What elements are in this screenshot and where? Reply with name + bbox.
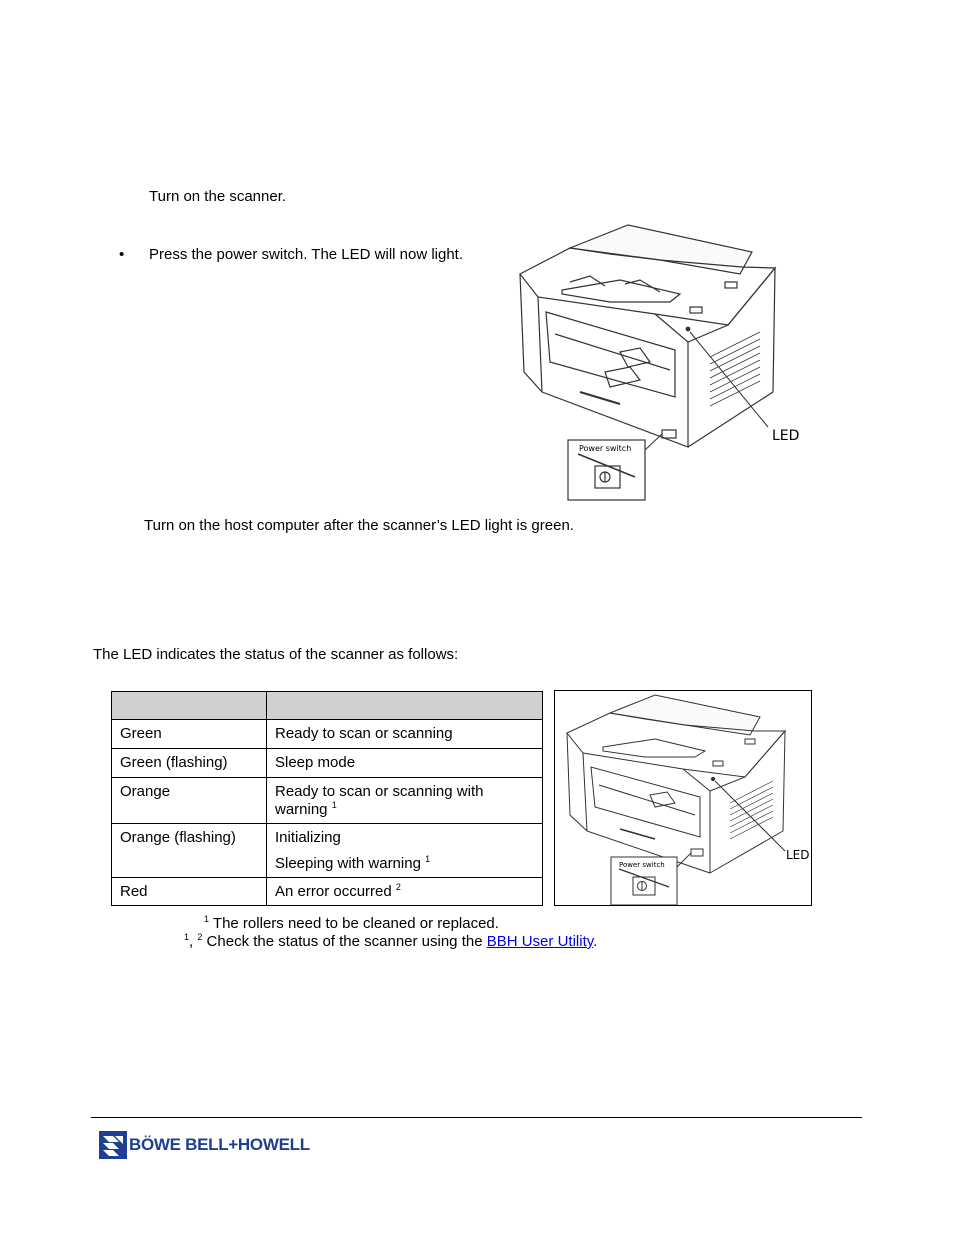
power-switch-label: Power switch [619, 861, 665, 869]
footnote-separator: , [189, 933, 198, 950]
status-cell [267, 824, 543, 878]
scanner-led-figure [554, 690, 812, 906]
bullet-symbol: • [119, 246, 125, 263]
footnote-ref: 1 [331, 800, 337, 810]
led-callout-label: LED [772, 428, 800, 444]
status-text-2: Sleeping with warning [275, 855, 421, 872]
footnote-end: . [593, 933, 598, 950]
table-row [112, 778, 543, 824]
footnote-1 [204, 915, 499, 933]
footnote-ref: 2 [395, 882, 401, 892]
status-text: Ready to scan or scanning with warning [275, 783, 484, 818]
footnote-2 [184, 933, 597, 951]
status-cell: Ready to scan or scanning [267, 720, 543, 749]
table-row [112, 824, 543, 878]
status-cell: Sleep mode [267, 749, 543, 778]
power-switch-label: Power switch [579, 444, 632, 453]
scanner-illustration [510, 222, 810, 502]
footnote-ref: 1 [425, 854, 431, 864]
led-color-cell: Green [112, 720, 267, 749]
header-led [112, 692, 267, 720]
company-logo [99, 1131, 314, 1159]
footnote-text: The rollers need to be cleaned or replaced. [212, 915, 499, 932]
table-row [112, 878, 543, 906]
host-computer-instruction: Turn on the host computer after the scanner’s LED light is green. [144, 517, 574, 534]
status-text: An error occurred [275, 883, 392, 900]
footnote-marker: 1 [184, 932, 190, 942]
led-color-cell: Green (flashing) [112, 749, 267, 778]
led-status-table [111, 691, 543, 906]
footnote-text: Check the status of the scanner using the [206, 933, 483, 950]
footer-divider [91, 1117, 862, 1118]
status-cell [267, 878, 543, 906]
led-color-cell: Orange (flashing) [112, 824, 267, 878]
footnote-marker: 1 [204, 914, 210, 924]
led-color-cell: Orange [112, 778, 267, 824]
step-heading: Turn on the scanner. [149, 188, 287, 205]
led-callout-label: LED [786, 848, 810, 862]
table-row [112, 720, 543, 749]
status-text: Initializing [275, 829, 341, 846]
scanner-illustration-small [555, 691, 811, 905]
status-cell [267, 778, 543, 824]
table-row [112, 749, 543, 778]
table-header-row [112, 692, 543, 720]
footnote-marker: 2 [197, 932, 203, 942]
header-status [267, 692, 543, 720]
logo-mark-icon [99, 1131, 127, 1159]
led-intro-text: The LED indicates the status of the scanner as follows: [93, 646, 459, 663]
bullet-text: Press the power switch. The LED will now light. [149, 246, 464, 263]
bbh-user-utility-link[interactable]: BBH User Utility [486, 933, 594, 950]
led-color-cell: Red [112, 878, 267, 906]
logo-wordmark: BÖWE BELL+HOWELL [129, 1135, 310, 1154]
